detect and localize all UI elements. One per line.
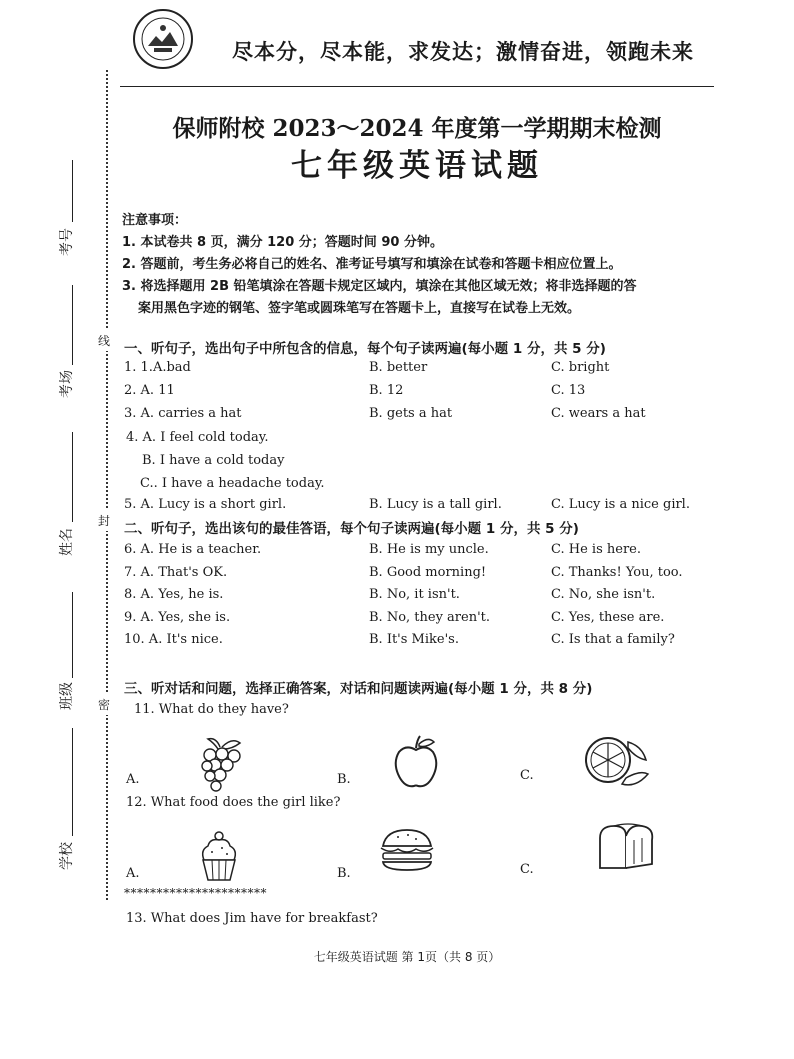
field-label-name: 姓名 [59,528,75,556]
option-b: B. 12 [369,383,404,398]
cupcake-icon [198,830,240,884]
notes-item: 2. 答题前，考生务必将自己的姓名、准考证号填写和填涂在试卷和答题卡相应位置上。 [122,257,622,272]
option-a: 2. A. 11 [124,383,175,398]
question-4-option-c: C.. I have a headache today. [140,476,325,491]
option-a: 8. A. Yes, he is. [124,587,224,602]
exam-title: 保师附校 2023～2024 年度第一学期期末检测 [172,115,662,142]
seal-char-feng: 封 [98,510,110,531]
option-a: 3. A. carries a hat [124,406,242,421]
q11-option-a-label: A. [126,772,140,787]
question-4-option-a: 4. A. I feel cold today. [126,430,269,445]
grapes-icon [196,735,246,793]
option-b: B. Good morning! [369,565,487,580]
option-b: B. No, they aren't. [369,610,491,625]
notes-item: 案用黑色字迹的钢笔、签字笔或圆珠笔写在答题卡上，直接写在试卷上无效。 [138,301,581,316]
question-row [124,383,724,405]
question-row [124,406,724,428]
option-b: B. It's Mike's. [369,632,459,647]
option-b: B. No, it isn't. [369,587,460,602]
question-13: 13. What does Jim have for breakfast? [126,911,378,926]
option-c: C. No, she isn't. [551,587,656,602]
section1-heading: 一、听句子，选出句子中所包含的信息，每个句子读两遍(每小题 1 分，共 5 分) [124,341,606,357]
field-line-school[interactable] [72,728,73,836]
orange-slices-icon [582,734,652,790]
field-label-exam-room: 考场 [59,370,75,398]
option-c: C. bright [551,360,610,375]
option-b: B. Lucy is a tall girl. [369,497,502,512]
q12-option-b-label: B. [337,866,351,881]
question-row [124,497,724,519]
question-row [124,632,724,654]
option-b: B. He is my uncle. [369,542,489,557]
question-row [124,587,724,609]
option-c: C. He is here. [551,542,641,557]
option-c: C. Yes, these are. [551,610,665,625]
exam-subtitle: 七年级英语试题 [291,148,543,184]
question-row [124,610,724,632]
exam-notes [122,210,637,320]
section2-heading: 二、听句子，选出该句的最佳答语，每个句子读两遍(每小题 1 分，共 5 分) [124,521,579,537]
section3-heading: 三、听对话和问题，选择正确答案，对话和问题读两遍(每小题 1 分，共 8 分) [124,681,593,697]
question-row [124,565,724,587]
option-c: C. Is that a family? [551,632,675,647]
seal-char-mi: 密 [98,694,110,715]
section-separator-stars: ********************** [124,886,267,900]
seal-char-xian: 线 [98,330,110,351]
field-label-exam-number: 考号 [59,228,75,256]
binding-dotted-line [106,70,108,900]
field-line-class[interactable] [72,592,73,678]
option-a: 6. A. He is a teacher. [124,542,262,557]
school-logo [132,8,194,70]
notes-item: 3. 将选择题用 2B 铅笔填涂在答题卡规定区域内，填涂在其他区域无效；将非选择题的答 [122,279,637,294]
option-c: C. 13 [551,383,586,398]
option-b: B. better [369,360,428,375]
option-c: C. Lucy is a nice girl. [551,497,690,512]
q11-option-c-label: C. [520,768,534,783]
question-row [124,360,724,382]
question-4-option-b: B. I have a cold today [142,453,285,468]
option-c: C. wears a hat [551,406,646,421]
q11-option-b-label: B. [337,772,351,787]
option-a: 1. 1.A.bad [124,360,191,375]
option-a: 5. A. Lucy is a short girl. [124,497,287,512]
field-line-exam-number[interactable] [72,160,73,222]
option-a: 10. A. It's nice. [124,632,223,647]
apple-icon [392,734,440,792]
q12-option-c-label: C. [520,862,534,877]
q12-option-a-label: A. [126,866,140,881]
question-row [124,542,724,564]
field-line-exam-room[interactable] [72,285,73,365]
bread-icon [596,822,656,872]
notes-heading: 注意事项： [122,213,188,228]
header-divider [120,86,714,87]
question-12: 12. What food does the girl like? [126,795,341,810]
field-label-class: 班级 [59,682,75,710]
option-b: B. gets a hat [369,406,453,421]
header-motto: 尽本分，尽本能，求发达；激情奋进，领跑未来 [232,40,694,64]
page-footer: 七年级英语试题 第 1页（共 8 页） [313,950,501,964]
field-line-name[interactable] [72,432,73,522]
question-11: 11. What do they have? [134,702,289,717]
notes-item: 1. 本试卷共 8 页，满分 120 分；答题时间 90 分钟。 [122,235,443,250]
option-a: 7. A. That's OK. [124,565,228,580]
option-c: C. Thanks! You, too. [551,565,683,580]
hamburger-icon [378,826,436,874]
option-a: 9. A. Yes, she is. [124,610,231,625]
field-label-school: 学校 [59,842,75,870]
